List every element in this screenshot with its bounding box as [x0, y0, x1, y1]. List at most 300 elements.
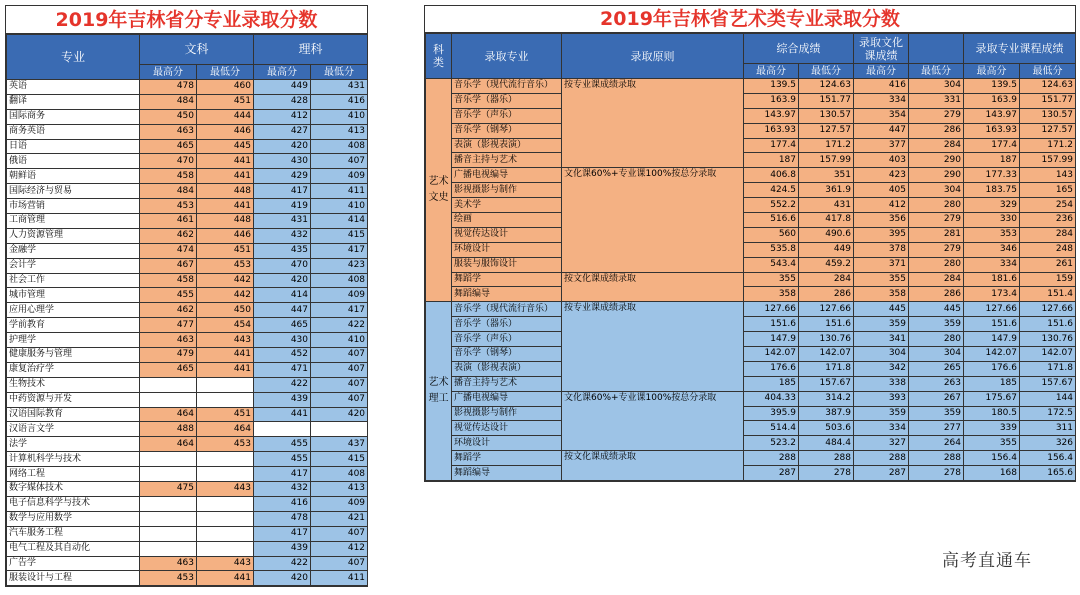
course-min-score: 311 [1020, 421, 1076, 436]
art-major-name: 环境设计 [452, 436, 562, 451]
composite-min-score: 157.67 [799, 376, 854, 391]
liberal-max-score: 464 [140, 407, 197, 422]
course-max-score: 183.75 [964, 183, 1020, 198]
liberal-min-score: 446 [197, 124, 254, 139]
major-name: 城市管理 [7, 288, 140, 303]
course-max-score: 346 [964, 242, 1020, 257]
table-row [426, 198, 1076, 213]
major-name: 汉语国际教育 [7, 407, 140, 422]
major-name: 电气工程及其自动化 [7, 541, 140, 556]
culture-max-score: 287 [854, 466, 909, 481]
composite-max-score: 139.5 [744, 79, 799, 94]
table-row [426, 272, 1076, 287]
composite-max-score: 523.2 [744, 436, 799, 451]
culture-max-score: 288 [854, 451, 909, 466]
liberal-max-score: 455 [140, 288, 197, 303]
liberal-max-score [140, 467, 197, 482]
liberal-min-score: 441 [197, 348, 254, 363]
science-min-score: 410 [311, 333, 368, 348]
culture-min-score: 304 [909, 347, 964, 362]
course-min-score: 171.8 [1020, 361, 1076, 376]
culture-min-score: 290 [909, 153, 964, 168]
culture-min-score: 263 [909, 376, 964, 391]
major-name: 工商管理 [7, 214, 140, 229]
table-row [426, 108, 1076, 123]
science-min-score: 407 [311, 526, 368, 541]
art-major-name: 影视摄影与制作 [452, 406, 562, 421]
liberal-max-score: 479 [140, 348, 197, 363]
science-min-score: 431 [311, 80, 368, 95]
liberal-min-score: 448 [197, 214, 254, 229]
liberal-min-score: 448 [197, 184, 254, 199]
major-name: 日语 [7, 139, 140, 154]
culture-min-score: 284 [909, 272, 964, 287]
table-row [426, 242, 1076, 257]
culture-min-score: 278 [909, 466, 964, 481]
liberal-max-score: 450 [140, 109, 197, 124]
table-row [426, 406, 1076, 421]
culture-min-score: 331 [909, 93, 964, 108]
liberal-max-score: 488 [140, 422, 197, 437]
composite-max-score: 127.66 [744, 302, 799, 317]
liberal-min-score: 446 [197, 228, 254, 243]
major-name: 英语 [7, 80, 140, 95]
liberal-max-score: 474 [140, 243, 197, 258]
science-max-score: 465 [254, 318, 311, 333]
table-row [426, 376, 1076, 391]
liberal-max-score: 453 [140, 199, 197, 214]
table-row [7, 109, 368, 124]
table-row [7, 228, 368, 243]
culture-max-score: 334 [854, 93, 909, 108]
culture-header: 录取文化课成绩 [854, 34, 909, 64]
composite-max-score: 163.93 [744, 123, 799, 138]
course-max-score: 177.33 [964, 168, 1020, 183]
table-row [7, 80, 368, 95]
category-header: 科类 [426, 34, 452, 79]
composite-min-score: 127.57 [799, 123, 854, 138]
science-max-score: 441 [254, 407, 311, 422]
culture-max-score: 405 [854, 183, 909, 198]
composite-max-score: 287 [744, 466, 799, 481]
science-max-score: 430 [254, 333, 311, 348]
table-row [426, 302, 1076, 317]
liberal-max-score: 484 [140, 94, 197, 109]
liberal-min-score: 441 [197, 199, 254, 214]
science-max-score: 422 [254, 377, 311, 392]
course-min-score: 326 [1020, 436, 1076, 451]
liberal-min-score: 451 [197, 407, 254, 422]
liberal-max-score: 458 [140, 169, 197, 184]
table-row [7, 139, 368, 154]
liberal-max-score: 484 [140, 184, 197, 199]
liberal-max-score: 463 [140, 333, 197, 348]
liberal-min-score: 445 [197, 139, 254, 154]
composite-max-score: 404.33 [744, 391, 799, 406]
science-min-score: 409 [311, 288, 368, 303]
admit-rule-cell: 按专业课成绩录取 [562, 302, 744, 391]
liberal-max-score: 465 [140, 362, 197, 377]
course-min-score: 165 [1020, 183, 1076, 198]
composite-max-score: 142.07 [744, 347, 799, 362]
composite-min-score: 171.8 [799, 361, 854, 376]
table-row [7, 124, 368, 139]
culture-min-score: 290 [909, 168, 964, 183]
liberal-min-score [197, 541, 254, 556]
major-name: 应用心理学 [7, 303, 140, 318]
table-row [7, 318, 368, 333]
science-max-score: 416 [254, 496, 311, 511]
composite-min-score: 124.63 [799, 79, 854, 94]
table-row [7, 169, 368, 184]
liberal-min-score [197, 496, 254, 511]
liberal-min-score [197, 467, 254, 482]
major-name: 法学 [7, 437, 140, 452]
culture-min-score: 280 [909, 257, 964, 272]
course-max-score: 163.9 [964, 93, 1020, 108]
major-name: 市场营销 [7, 199, 140, 214]
liberal-max-score: 453 [140, 571, 197, 586]
course-max-score: 156.4 [964, 451, 1020, 466]
liberal-max-score [140, 496, 197, 511]
composite-max-score: 424.5 [744, 183, 799, 198]
liberal-min-score: 441 [197, 571, 254, 586]
liberal-max-score: 463 [140, 124, 197, 139]
science-min-score: 407 [311, 362, 368, 377]
science-max-score: 417 [254, 467, 311, 482]
liberal-min-score: 442 [197, 273, 254, 288]
culture-min-score: 279 [909, 108, 964, 123]
art-major-name: 视觉传达设计 [452, 227, 562, 242]
liberal-min-score: 451 [197, 243, 254, 258]
science-max-score: 431 [254, 214, 311, 229]
composite-min-score: 484.4 [799, 436, 854, 451]
table-row [7, 377, 368, 392]
culture-min-score: 279 [909, 242, 964, 257]
composite-max-score: 543.4 [744, 257, 799, 272]
composite-min-score: 151.6 [799, 317, 854, 332]
composite-min-score: 286 [799, 287, 854, 302]
culture-max-header: 最高分 [854, 64, 909, 79]
table-row [7, 243, 368, 258]
table-row [426, 123, 1076, 138]
composite-max-score: 163.9 [744, 93, 799, 108]
culture-min-score: 265 [909, 361, 964, 376]
culture-min-score: 286 [909, 287, 964, 302]
liberal-min-header: 最低分 [197, 65, 254, 80]
table-row [426, 391, 1076, 406]
table-row [426, 153, 1076, 168]
major-name: 电子信息科学与技术 [7, 496, 140, 511]
science-max-score: 455 [254, 437, 311, 452]
science-max-score: 428 [254, 94, 311, 109]
table-row [426, 138, 1076, 153]
science-min-score: 415 [311, 228, 368, 243]
science-min-header: 最低分 [311, 65, 368, 80]
science-max-score: 420 [254, 273, 311, 288]
liberal-min-score [197, 377, 254, 392]
liberal-min-score [197, 392, 254, 407]
major-name: 健康服务与管理 [7, 348, 140, 363]
composite-min-score: 284 [799, 272, 854, 287]
liberal-min-score: 451 [197, 94, 254, 109]
culture-max-score: 359 [854, 406, 909, 421]
composite-max-score: 395.9 [744, 406, 799, 421]
table-row [7, 496, 368, 511]
liberal-min-score: 454 [197, 318, 254, 333]
table-row [7, 348, 368, 363]
liberal-max-score: 477 [140, 318, 197, 333]
liberal-max-score [140, 541, 197, 556]
liberal-min-score: 453 [197, 258, 254, 273]
course-max-score: 127.66 [964, 302, 1020, 317]
composite-min-score: 431 [799, 198, 854, 213]
liberal-max-score [140, 511, 197, 526]
major-name: 会计学 [7, 258, 140, 273]
culture-min-score: 280 [909, 332, 964, 347]
art-major-name: 影视摄影与制作 [452, 183, 562, 198]
course-max-score: 142.07 [964, 347, 1020, 362]
culture-max-score: 378 [854, 242, 909, 257]
course-min-score: 127.66 [1020, 302, 1076, 317]
course-max-score: 185 [964, 376, 1020, 391]
composite-max-score: 406.8 [744, 168, 799, 183]
major-name: 翻译 [7, 94, 140, 109]
table-row [426, 227, 1076, 242]
science-min-score: 409 [311, 496, 368, 511]
composite-max-score: 187 [744, 153, 799, 168]
table-row [7, 571, 368, 586]
course-min-score: 142.07 [1020, 347, 1076, 362]
culture-min-score: 304 [909, 183, 964, 198]
composite-min-score: 171.2 [799, 138, 854, 153]
liberal-max-score [140, 526, 197, 541]
art-major-name: 音乐学（声乐） [452, 332, 562, 347]
art-major-name: 音乐学（现代流行音乐） [452, 79, 562, 94]
culture-max-score: 377 [854, 138, 909, 153]
art-major-name: 音乐学（声乐） [452, 108, 562, 123]
course-min-score: 144 [1020, 391, 1076, 406]
composite-max-score: 185 [744, 376, 799, 391]
science-min-score: 411 [311, 184, 368, 199]
major-name: 国际经济与贸易 [7, 184, 140, 199]
major-name: 学前教育 [7, 318, 140, 333]
liberal-min-score: 441 [197, 362, 254, 377]
composite-min-score: 278 [799, 466, 854, 481]
science-max-score: 417 [254, 526, 311, 541]
science-min-score: 408 [311, 467, 368, 482]
admit-rule-cell: 文化课60%+专业课100%按总分录取 [562, 391, 744, 451]
science-max-score: 449 [254, 80, 311, 95]
culture-min-score: 445 [909, 302, 964, 317]
culture-max-score: 423 [854, 168, 909, 183]
composite-min-score: 157.99 [799, 153, 854, 168]
composite-max-score: 355 [744, 272, 799, 287]
major-name: 社会工作 [7, 273, 140, 288]
culture-max-score: 355 [854, 272, 909, 287]
table-row [7, 526, 368, 541]
composite-max-score: 177.4 [744, 138, 799, 153]
course-min-score: 156.4 [1020, 451, 1076, 466]
table-row [7, 392, 368, 407]
major-name: 俄语 [7, 154, 140, 169]
header-row [426, 34, 1076, 64]
science-min-score: 407 [311, 556, 368, 571]
major-header: 专业 [7, 35, 140, 80]
science-min-score: 410 [311, 199, 368, 214]
course-min-score: 130.57 [1020, 108, 1076, 123]
course-min-score: 151.4 [1020, 287, 1076, 302]
science-max-score: 439 [254, 541, 311, 556]
art-major-name: 舞蹈编导 [452, 287, 562, 302]
admit-major-header: 录取专业 [452, 34, 562, 79]
art-major-name: 美术学 [452, 198, 562, 213]
science-max-score: 432 [254, 482, 311, 497]
course-max-header: 最高分 [964, 64, 1020, 79]
course-min-score: 171.2 [1020, 138, 1076, 153]
science-min-score: 420 [311, 407, 368, 422]
liberal-max-header: 最高分 [140, 65, 197, 80]
art-scores-title: 2019年吉林省艺术类专业录取分数 [425, 6, 1075, 33]
course-max-score: 181.6 [964, 272, 1020, 287]
science-min-score [311, 422, 368, 437]
table-row [426, 257, 1076, 272]
composite-min-header: 最低分 [799, 64, 854, 79]
science-max-score: 447 [254, 303, 311, 318]
culture-min-score: 277 [909, 421, 964, 436]
science-max-score: 412 [254, 109, 311, 124]
table-row [7, 437, 368, 452]
composite-max-score: 560 [744, 227, 799, 242]
table-row [426, 466, 1076, 481]
liberal-max-score: 478 [140, 80, 197, 95]
category-cell: 艺术理工 [426, 302, 452, 481]
composite-min-score: 361.9 [799, 183, 854, 198]
table-row [426, 79, 1076, 94]
table-row [426, 93, 1076, 108]
composite-min-score: 449 [799, 242, 854, 257]
table-row [426, 347, 1076, 362]
course-min-score: 165.6 [1020, 466, 1076, 481]
science-max-score: 420 [254, 571, 311, 586]
course-max-score: 355 [964, 436, 1020, 451]
culture-max-score: 393 [854, 391, 909, 406]
composite-max-score: 151.6 [744, 317, 799, 332]
composite-max-score: 147.9 [744, 332, 799, 347]
liberal-min-score: 443 [197, 556, 254, 571]
liberal-min-score [197, 452, 254, 467]
culture-max-score: 395 [854, 227, 909, 242]
culture-max-score: 356 [854, 213, 909, 228]
composite-max-score: 358 [744, 287, 799, 302]
culture-max-score: 354 [854, 108, 909, 123]
table-row [7, 273, 368, 288]
science-min-score: 407 [311, 392, 368, 407]
art-major-name: 音乐学（钢琴） [452, 347, 562, 362]
table-row [7, 422, 368, 437]
culture-max-score: 358 [854, 287, 909, 302]
table-row [7, 467, 368, 482]
science-min-score: 414 [311, 214, 368, 229]
course-min-score: 284 [1020, 227, 1076, 242]
table-row [7, 541, 368, 556]
culture-min-score: 359 [909, 317, 964, 332]
course-min-score: 248 [1020, 242, 1076, 257]
culture-min-score: 286 [909, 123, 964, 138]
major-name: 生物技术 [7, 377, 140, 392]
culture-min-score: 288 [909, 451, 964, 466]
composite-max-header: 最高分 [744, 64, 799, 79]
composite-header: 综合成绩 [744, 34, 854, 64]
table-row [426, 213, 1076, 228]
culture-max-score: 359 [854, 317, 909, 332]
art-major-name: 广播电视编导 [452, 168, 562, 183]
admit-rule-cell: 按文化课成绩录取 [562, 451, 744, 481]
course-min-score: 143 [1020, 168, 1076, 183]
major-name: 广告学 [7, 556, 140, 571]
category-cell: 艺术文史 [426, 79, 452, 302]
art-major-name: 广播电视编导 [452, 391, 562, 406]
culture-min-score: 284 [909, 138, 964, 153]
art-major-name: 音乐学（器乐） [452, 317, 562, 332]
liberal-header: 文科 [140, 35, 254, 65]
liberal-max-score: 462 [140, 228, 197, 243]
art-major-name: 音乐学（钢琴） [452, 123, 562, 138]
art-major-name: 表演（影视表演） [452, 361, 562, 376]
liberal-min-score: 441 [197, 154, 254, 169]
table-row [7, 362, 368, 377]
course-min-score: 159 [1020, 272, 1076, 287]
art-major-name: 播音主持与艺术 [452, 376, 562, 391]
composite-min-score: 151.77 [799, 93, 854, 108]
table-row [7, 288, 368, 303]
culture-min-score: 281 [909, 227, 964, 242]
course-max-score: 334 [964, 257, 1020, 272]
composite-min-score: 130.76 [799, 332, 854, 347]
major-name: 康复治疗学 [7, 362, 140, 377]
brand-watermark: 高考直通车 [942, 551, 1032, 571]
science-min-score: 417 [311, 303, 368, 318]
culture-min-score: 280 [909, 198, 964, 213]
liberal-min-score [197, 511, 254, 526]
course-min-score: 157.67 [1020, 376, 1076, 391]
culture-max-score: 447 [854, 123, 909, 138]
science-max-score: 470 [254, 258, 311, 273]
table-row [426, 287, 1076, 302]
major-name: 数学与应用数学 [7, 511, 140, 526]
liberal-max-score: 462 [140, 303, 197, 318]
art-major-name: 视觉传达设计 [452, 421, 562, 436]
composite-min-score: 142.07 [799, 347, 854, 362]
liberal-min-score: 443 [197, 333, 254, 348]
liberal-max-score [140, 392, 197, 407]
table-row [7, 407, 368, 422]
science-min-score: 415 [311, 452, 368, 467]
liberal-min-score: 443 [197, 482, 254, 497]
culture-max-score: 342 [854, 361, 909, 376]
table-row [7, 303, 368, 318]
liberal-max-score [140, 377, 197, 392]
science-max-score: 420 [254, 139, 311, 154]
science-min-score: 411 [311, 571, 368, 586]
art-major-name: 舞蹈编导 [452, 466, 562, 481]
course-max-score: 168 [964, 466, 1020, 481]
science-max-score: 439 [254, 392, 311, 407]
major-name: 金融学 [7, 243, 140, 258]
major-name: 中药资源与开发 [7, 392, 140, 407]
major-name: 网络工程 [7, 467, 140, 482]
major-name: 计算机科学与技术 [7, 452, 140, 467]
